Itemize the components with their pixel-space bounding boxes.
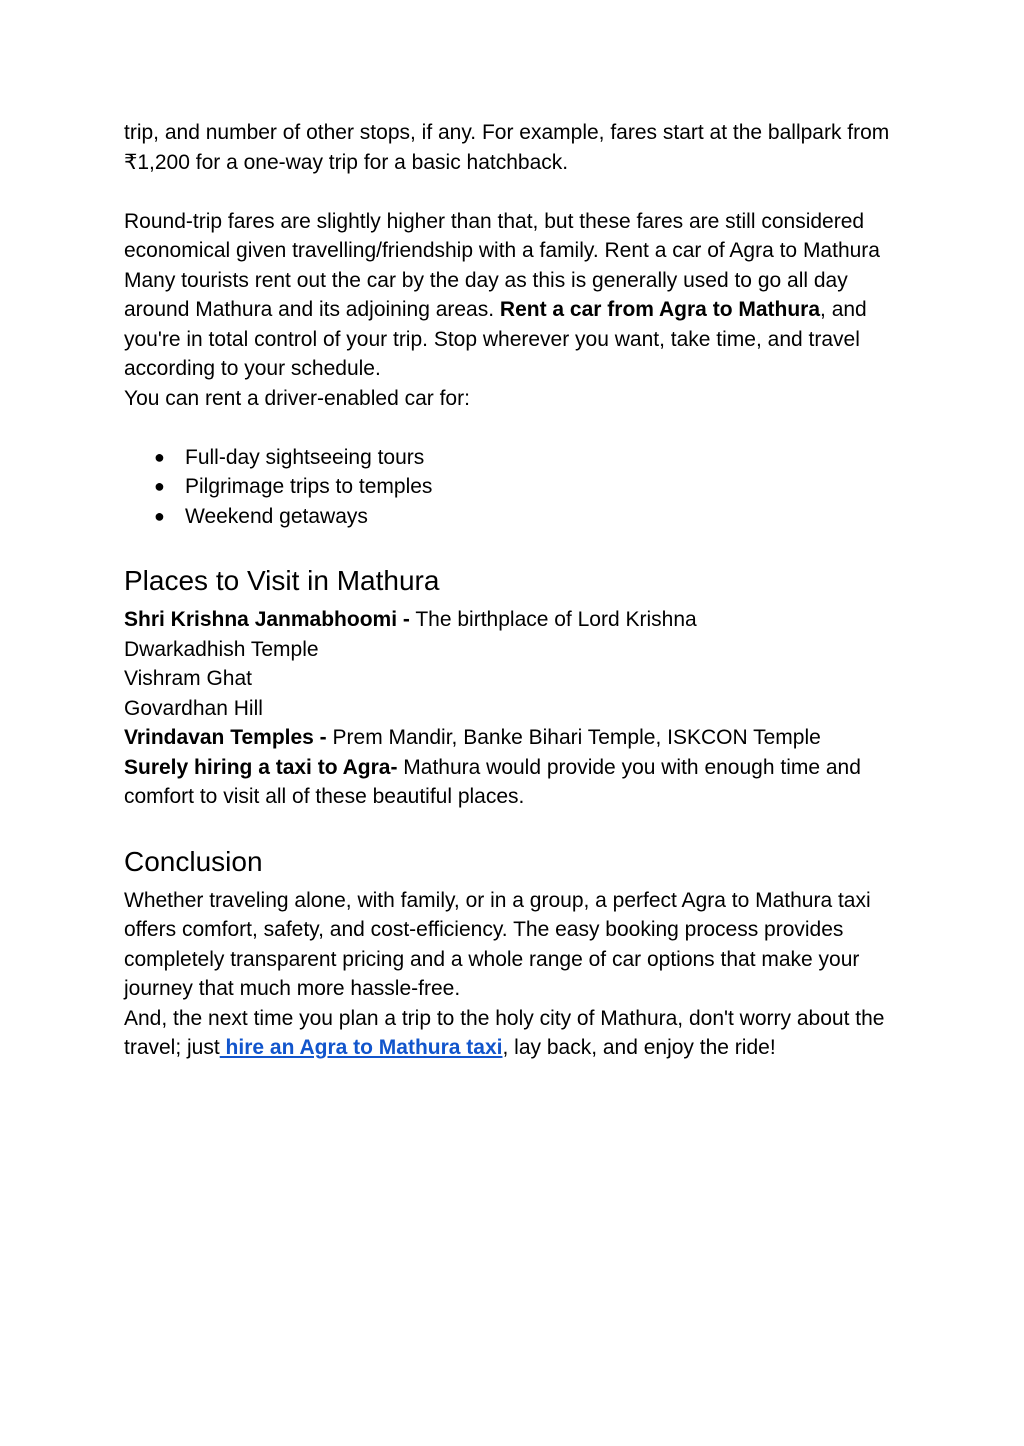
conclusion-paragraph-2 xyxy=(124,1004,914,1063)
intro-paragraph-fares: trip, and number of other stops, if any. For example, fares start at the ballpark from ₹1,200 for a one-way trip for a basic hatchback. xyxy=(124,121,890,174)
places-heading: Places to Visit in Mathura xyxy=(124,565,440,596)
conclusion-text-before: And, the next time you plan a trip to the holy city of Mathura, don't worry about the travel; just xyxy=(124,1006,885,1059)
intro-paragraph-round-trip: Round-trip fares are slightly higher than that, but these fares are still considered economical given travelling/friendship with a family. Rent a car of Agra to Mathura xyxy=(124,209,880,262)
places-line-taxi xyxy=(124,753,914,812)
places-line-vrindavan xyxy=(124,723,914,753)
place-description: The birthplace of Lord Krishna xyxy=(409,608,697,631)
list-item xyxy=(124,443,914,473)
places-line-govardhan: Govardhan Hill xyxy=(124,696,263,720)
list-item-label: Pilgrimage trips to temples xyxy=(185,475,433,498)
list-item-label: Weekend getaways xyxy=(185,504,368,528)
conclusion-heading: Conclusion xyxy=(124,845,263,877)
conclusion-text-after: , lay back, and enjoy the ride! xyxy=(502,1036,776,1059)
intro-paragraph-driver: You can rent a driver-enabled car for: xyxy=(124,386,470,410)
list-item xyxy=(124,472,914,502)
bullet-icon: ● xyxy=(154,476,165,496)
place-description: Mathura would provide you with enough time and comfort to visit all of these beautiful places. xyxy=(124,755,861,808)
places-line-dwarkadhish: Dwarkadhish Temple xyxy=(124,637,319,661)
places-line-vishram: Vishram Ghat xyxy=(124,667,252,690)
paragraph-spacer xyxy=(124,177,914,207)
list-item-label: Full-day sightseeing tours xyxy=(185,445,425,469)
place-name-bold: Vrindavan Temples - xyxy=(124,726,327,749)
rent-text-after: , and you're in total control of your trip. Stop wherever you want, take time, and travel according to your schedule. xyxy=(124,298,867,380)
rent-bold-phrase: Rent a car from Agra to Mathura xyxy=(499,298,821,321)
intro-paragraph-rent xyxy=(124,266,914,384)
bullet-icon: ● xyxy=(154,505,165,526)
hire-taxi-link[interactable]: hire an Agra to Mathura taxi xyxy=(219,1036,503,1059)
rent-text-before: Many tourists rent out the car by the day as this is generally used to go all day around Mathura and its adjoining areas. xyxy=(124,268,848,321)
bullet-list xyxy=(124,443,914,532)
bullet-icon: ● xyxy=(154,446,165,467)
place-name-bold: Surely hiring a taxi to Agra- xyxy=(124,755,398,779)
document-page xyxy=(124,118,914,1063)
place-description: Prem Mandir, Banke Bihari Temple, ISKCON Temple xyxy=(326,726,821,749)
paragraph-spacer xyxy=(124,413,914,443)
place-name-bold: Shri Krishna Janmabhoomi - xyxy=(124,608,410,631)
places-line-janmabhoomi xyxy=(124,605,914,635)
list-item xyxy=(124,502,914,532)
conclusion-paragraph-1: Whether traveling alone, with family, or in a group, a perfect Agra to Mathura taxi offers comfort, safety, and cost-efficiency. The easy booking process provides completely transparent pricing and a whole range of car options that make your journey that much more hassle-free. xyxy=(124,888,871,1000)
